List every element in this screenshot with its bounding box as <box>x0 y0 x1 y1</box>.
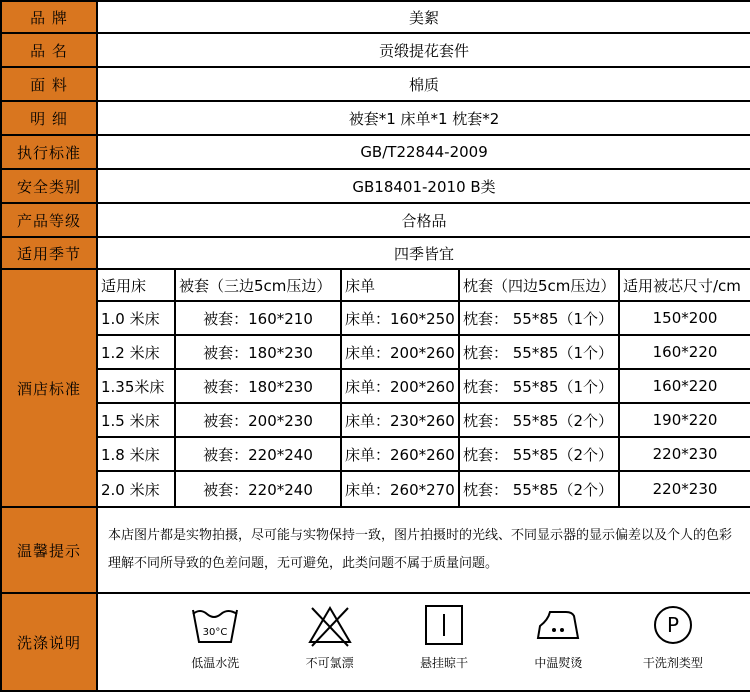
row-standard <box>1 135 750 169</box>
care-item <box>518 602 598 671</box>
pillow-size: 枕套： 55*85（2个） <box>459 437 619 471</box>
care-text: 不可氯漂 <box>305 656 354 670</box>
pillow-size: 枕套： 55*85（1个） <box>459 301 619 335</box>
wash-temperature: 30°C <box>202 627 228 638</box>
quilt-size: 190*220 <box>619 403 750 437</box>
grade-value: 合格品 <box>97 203 750 237</box>
header-quilt-size: 适用被芯尺寸/cm <box>619 269 750 301</box>
row-safety <box>1 169 750 203</box>
care-icons <box>97 593 750 691</box>
pillow-size: 枕套： 55*85（1个） <box>459 335 619 369</box>
quilt-size: 160*220 <box>619 335 750 369</box>
duvet-size: 被套：220*240 <box>175 471 341 507</box>
brand-label: 品 牌 <box>1 1 97 33</box>
row-details <box>1 101 750 135</box>
row-product-name <box>1 33 750 67</box>
pillow-size: 枕套： 55*85（2个） <box>459 471 619 507</box>
standard-label: 执行标准 <box>1 135 97 169</box>
sheet-size: 床单：200*260 <box>341 369 459 403</box>
fabric-label: 面 料 <box>1 67 97 101</box>
bed-size: 1.8 米床 <box>97 437 175 471</box>
duvet-size: 被套：220*240 <box>175 437 341 471</box>
brand-value: 美絮 <box>97 1 750 33</box>
duvet-size: 被套：200*230 <box>175 403 341 437</box>
bed-size: 1.2 米床 <box>97 335 175 369</box>
care-item <box>175 602 255 671</box>
fabric-value: 棉质 <box>97 67 750 101</box>
dry-clean-icon <box>647 602 699 648</box>
care-text: 低温水洗 <box>191 656 240 670</box>
sheet-size: 床单：200*260 <box>341 335 459 369</box>
standard-value: GB/T22844-2009 <box>97 135 750 169</box>
quilt-size: 220*230 <box>619 437 750 471</box>
hang-dry-icon <box>418 602 470 648</box>
table-row <box>1 403 750 437</box>
header-sheet: 床单 <box>341 269 459 301</box>
care-text: 中温熨烫 <box>534 656 583 670</box>
row-brand <box>1 1 750 33</box>
row-tips <box>1 507 750 593</box>
dry-clean-glyph: P <box>666 613 679 637</box>
hotel-header-row <box>1 269 750 301</box>
row-season <box>1 237 750 269</box>
care-item <box>633 602 713 671</box>
table-row <box>1 471 750 507</box>
grade-label: 产品等级 <box>1 203 97 237</box>
bed-size: 1.0 米床 <box>97 301 175 335</box>
care-label: 洗涤说明 <box>1 593 97 691</box>
product-name-value: 贡缎提花套件 <box>97 33 750 67</box>
medium-iron-icon <box>532 602 584 648</box>
care-text: 悬挂晾干 <box>420 656 469 670</box>
bed-size: 1.5 米床 <box>97 403 175 437</box>
header-bed: 适用床 <box>97 269 175 301</box>
details-label: 明 细 <box>1 101 97 135</box>
duvet-size: 被套：180*230 <box>175 369 341 403</box>
bed-size: 2.0 米床 <box>97 471 175 507</box>
row-grade <box>1 203 750 237</box>
table-row <box>1 369 750 403</box>
tips-label: 温馨提示 <box>1 507 97 593</box>
quilt-size: 220*230 <box>619 471 750 507</box>
season-value: 四季皆宜 <box>97 237 750 269</box>
care-item <box>404 602 484 671</box>
pillow-size: 枕套： 55*85（1个） <box>459 369 619 403</box>
pillow-size: 枕套： 55*85（2个） <box>459 403 619 437</box>
care-item <box>290 602 370 671</box>
safety-value: GB18401-2010 B类 <box>97 169 750 203</box>
row-fabric <box>1 67 750 101</box>
row-care <box>1 593 750 691</box>
details-value: 被套*1 床单*1 枕套*2 <box>97 101 750 135</box>
duvet-size: 被套：160*210 <box>175 301 341 335</box>
header-pillow: 枕套（四边5cm压边） <box>459 269 619 301</box>
tips-text: 本店图片都是实物拍摄，尽可能与实物保持一致，图片拍摄时的光线、不同显示器的显示偏差以及个人的色彩理解不同所导致的色差问题，无可避免，此类问题不属于质量问题。 <box>97 507 750 593</box>
quilt-size: 150*200 <box>619 301 750 335</box>
sheet-size: 床单：260*260 <box>341 437 459 471</box>
duvet-size: 被套：180*230 <box>175 335 341 369</box>
safety-label: 安全类别 <box>1 169 97 203</box>
product-name-label: 品 名 <box>1 33 97 67</box>
sheet-size: 床单：160*250 <box>341 301 459 335</box>
no-bleach-icon <box>304 602 356 648</box>
table-row <box>1 301 750 335</box>
table-row <box>1 437 750 471</box>
care-text: 干洗剂类型 <box>642 656 703 670</box>
season-label: 适用季节 <box>1 237 97 269</box>
table-row <box>1 335 750 369</box>
sheet-size: 床单：230*260 <box>341 403 459 437</box>
sheet-size: 床单：260*270 <box>341 471 459 507</box>
bed-size: 1.35米床 <box>97 369 175 403</box>
header-duvet: 被套（三边5cm压边） <box>175 269 341 301</box>
quilt-size: 160*220 <box>619 369 750 403</box>
hotel-standard-label: 酒店标准 <box>1 269 97 507</box>
low-temp-wash-icon <box>189 602 241 648</box>
